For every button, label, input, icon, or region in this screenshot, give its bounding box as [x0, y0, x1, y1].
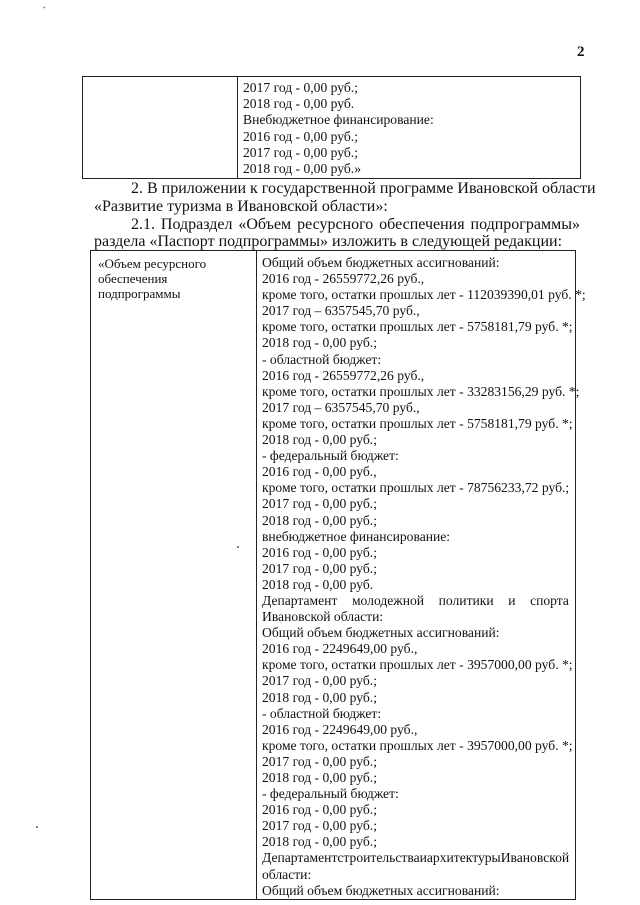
value-line: 2016 год - 0,00 руб., [262, 464, 377, 480]
label-line: подпрограммы [98, 286, 181, 301]
value-line: 2016 год - 0,00 руб.; [262, 802, 377, 818]
word: Департамент [262, 592, 338, 608]
value-line: - федеральный бюджет: [262, 448, 399, 464]
department-heading-construction [262, 850, 569, 866]
value-line: кроме того, остатки прошлых лет - 3957000,00 руб. *; [262, 657, 573, 673]
word: политики [438, 592, 494, 608]
word: Департамент [262, 850, 338, 866]
paragraph-2-line-2: «Развитие туризма в Ивановской области»: [94, 198, 388, 215]
value-line: кроме того, остатки прошлых лет - 33283156,29 руб. *; [262, 383, 580, 399]
value-line: 2018 год - 0,00 руб.; [262, 432, 377, 448]
value-line: внебюджетное финансирование: [262, 528, 451, 544]
value-line: 2018 год - 0,00 руб.; [262, 512, 377, 528]
page-number: 2 [577, 44, 585, 60]
value-line: 2017 год – 6357545,70 руб., [262, 399, 420, 415]
word: «Объем [238, 216, 292, 233]
value-line: кроме того, остатки прошлых лет - 112039390,01 руб. *; [262, 287, 586, 303]
word: спорта [530, 592, 569, 608]
value-line: 2018 год - 0,00 руб.; [262, 335, 377, 351]
value-line: области: [262, 866, 312, 882]
value-line: Общий объем бюджетных ассигнований: [262, 882, 500, 898]
value-line: кроме того, остатки прошлых лет - 78756233,72 руб.; [262, 480, 570, 496]
value-line: - федеральный бюджет: [262, 786, 399, 802]
financing-line: 2017 год - 0,00 руб.; [243, 80, 358, 95]
value-line: 2017 год - 0,00 руб.; [262, 560, 377, 576]
word: обеспечения [379, 216, 465, 233]
value-line: кроме того, остатки прошлых лет - 5758181,79 руб. *; [262, 415, 573, 431]
resource-provision-table [90, 250, 586, 900]
word: и [419, 850, 427, 866]
value-line: 2016 год - 26559772,26 руб., [262, 367, 425, 383]
financing-line: 2018 год - 0,00 руб. [243, 96, 355, 112]
scan-speck [36, 826, 38, 828]
word: строительства [337, 850, 420, 866]
financing-line: 2016 год - 0,00 руб.; [243, 128, 358, 144]
table-cell-empty [83, 77, 238, 179]
table-cell-label [91, 251, 257, 900]
value-line: 2017 год - 0,00 руб.; [262, 496, 377, 512]
previous-section-table [82, 76, 581, 179]
table-row [83, 77, 581, 179]
financing-line: 2017 год - 0,00 руб.; [243, 144, 358, 160]
value-line: 2017 год - 0,00 руб.; [262, 673, 377, 689]
value-line: 2018 год - 0,00 руб. [262, 576, 374, 592]
label-line: обеспечения [98, 271, 168, 286]
word: ресурсного [297, 216, 374, 233]
value-line: 2016 год - 0,00 руб.; [262, 544, 377, 560]
financing-line: 2018 год - 0,00 руб.» [243, 160, 362, 176]
value-line: 2016 год - 2249649,00 руб., [262, 721, 418, 737]
value-line: кроме того, остатки прошлых лет - 5758181,79 руб. *; [262, 319, 573, 335]
value-line: 2016 год - 26559772,26 руб., [262, 271, 425, 287]
value-line: 2017 год – 6357545,70 руб., [262, 303, 420, 319]
value-line: Общий объем бюджетных ассигнований: [262, 625, 500, 641]
value-line: Общий объем бюджетных ассигнований: [262, 255, 500, 270]
word: молодежной [351, 592, 425, 608]
value-line: 2018 год - 0,00 руб.; [262, 770, 377, 785]
value-line: 2017 год - 0,00 руб.; [262, 753, 377, 769]
value-line: 2018 год - 0,00 руб.; [262, 834, 377, 850]
word: архитектуры [426, 850, 501, 866]
financing-line: Внебюджетное финансирование: [243, 112, 434, 128]
word: Ивановской [500, 850, 570, 866]
value-line: 2017 год - 0,00 руб.; [262, 818, 377, 834]
value-line: Ивановской области: [262, 609, 384, 625]
value-line: 2018 год - 0,00 руб.; [262, 689, 377, 705]
table-cell-values [257, 251, 586, 900]
word: Подраздел [160, 216, 233, 233]
table-row [91, 251, 576, 900]
word: подпрограммы» [470, 216, 580, 233]
department-heading-youth [262, 593, 569, 609]
value-line: - областной бюджет: [262, 351, 382, 367]
word: 2.1. [131, 216, 155, 233]
paragraph-2-line-1: 2. В приложении к государственной программе Ивановской области [131, 180, 596, 197]
word: и [508, 592, 516, 608]
paragraph-2-1-line-2: раздела «Паспорт подпрограммы» изложить в следующей редакции: [94, 233, 563, 250]
label-line: «Объем ресурсного [98, 256, 207, 271]
value-line: кроме того, остатки прошлых лет - 3957000,00 руб. *; [262, 737, 573, 753]
value-line: - областной бюджет: [262, 705, 382, 721]
corner-mark: ´ [42, 4, 46, 18]
value-line: 2016 год - 2249649,00 руб., [262, 641, 418, 657]
table-cell-financing [238, 77, 581, 179]
